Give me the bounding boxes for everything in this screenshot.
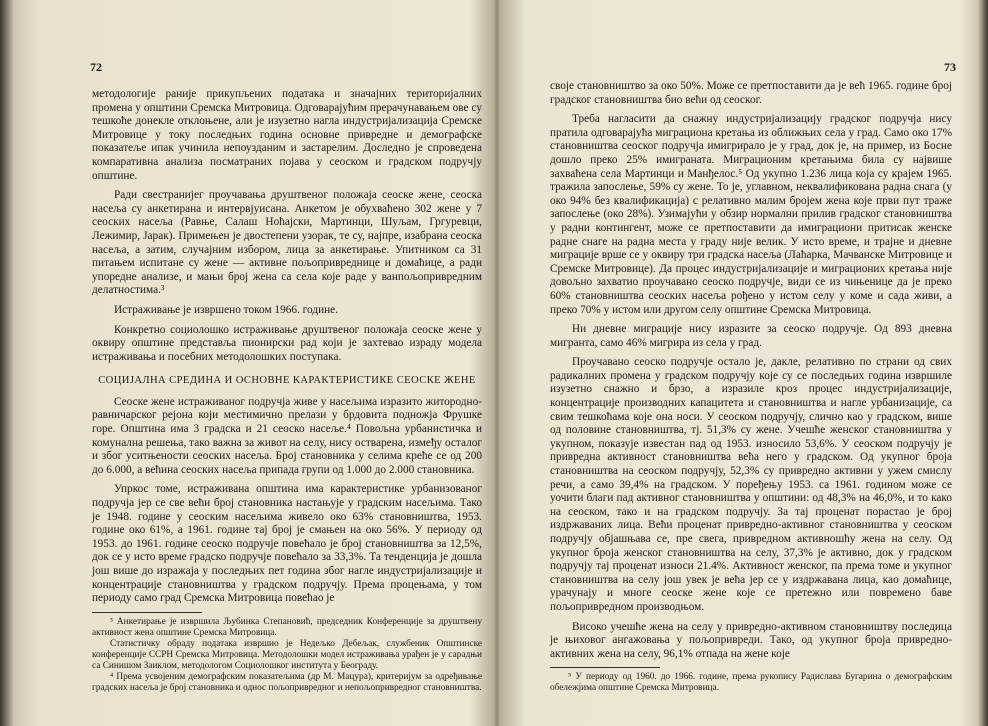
paragraph: Треба нагласити да снажну индустријализацију градског подручја нису пратила одговарајућа миграциона кретања из оближњих села у град. Само око 17% становништва сеоског подручја имигрирало је у град, док је, на пример, из Босне дошло преко 25% имиграната. Миграционим кретањима била су највише захваћена села Мартинци и Манђелос.⁵ Од укупно 1.236 лица која су крајем 1965. тражила запослење, 59% су жене. То је, углавном, неквалификована радна снага (у око 94% без квалификација) с релативно малим бројем жена које први пут траже запослење (око 28%). Узимајући у обзир нормални прилив градског становништва у радни контингент, може се претпоставити да имиграциони притисак женске радне снаге на радна места у граду није велик. У исто време, и трајне и дневне миграције врше се у оквиру три градска насеља (Лаћарка, Мачванске Митровице и Сремске Митровице). Да процес индустријализације и миграционих кретања није довољно захватио проучавано сеоско подручје, види се из чињенице да је преко 60% становништва сеоских насеља рођено у истом селу у коме и сада живи, а преко 70% у истом или другом селу општине Сремска Митровица. xyxy=(550,113,952,316)
footnote: Статистичку обраду података извршио је Недељко Дебељак, службеник Општинске конференције ССРН Сремска Митровица. Методолошки модел истраживања урађен је у сарадњи са Синишом Заиклом, методологом Социолошког института у Београду. xyxy=(92,638,482,671)
page-number: 72 xyxy=(90,60,102,74)
left-page xyxy=(40,0,480,726)
footnote-rule xyxy=(92,612,202,613)
paragraph: Високо учешће жена на селу у привредно-активном становништву последица је њиховог ангажовања у пољопривреди. Тако, од укупног броја привредно-активних жена на селу, 96,1% отпада на жене које xyxy=(550,620,952,660)
paragraph: Ради свестранијег проучавања друштвеног положаја сеоске жене, сеоска насеља су анкетирана и интервјуисана. Анкетом је обухваћено 302 жене у 7 сеоских насеља (Равње, Салаш Ноћајски, Мартинци, Шуљам, Гргуревци, Лежимир, Јарак). Примењен је двостепени узорак, те су, најпре, изабрана сеоска насеља, а затим, случајним избором, лица за анкетирање. Упитником са 31 питањем испитане су жене — активне пољопривреднице и домаћице, а ради упоредне анализе, и мањи број жена са села које раде у ванпољопривредним делатностима.³ xyxy=(92,189,482,297)
paragraph: методологије раније прикупљених података и значајних територијалних промена у општини Сремска Митровица. Одговарајућим прерачунавањем ове су тешкоће донекле отклоњене, али је изузетно нагла индустријализација Сремске Митровице у току последњих година основне привредне и демографске показатеље ипак учинила непоузданим и застарелим. Доследно је спроведена компаративна анализа посматраних појава у сеоском и градском подручју општине. xyxy=(92,88,482,182)
paragraph: Проучавано сеоско подручје остало је, дакле, релативно по страни од свих радикалних промена у градском подручју које су се последњих година извршиле изузетно снажно и брзо, а изразиле кроз процес индустријализације, концентрације производних капацитета и становништва и нагле урбанизације, са свим тешкоћама које она носи. У сеоском подручју, слично као у градском, више од половине становништва, тј. 51,3% су жене. Учешће женског становништва у укупном, показује известан пад од 1953. износило 53,6%. У сеоском подручју је привредна активност становништва већа него у градском. Од укупног броја становништва на сеоском подручју, 52,3% су привредно активни у ужем смислу речи, а само 39,4% на градском. У поређењу 1953. са 1961. годином може се уочити благи пад активног становништва у општини: од 48,3% на 46,0%, и то како на сеоском, тако и на градском подручју. За тај проценат порастао је број издржаваних лица. Већи проценат привредно-активног становништва у сеоском подручју објашњава се, пре свега, привредном активношћу жена на селу. Од укупног броја женског становништва на селу, 37,3% је активно, док у градском подручју тај проценат износи 21.4%. Активност женског, па према томе и укупног становништва на селу још увек је већа јер се у издржавана лица, као домаћице, урачунају и многе сеоске жене које се претежно или повремено баве пољопривредном производњом. xyxy=(550,356,952,613)
footnote: ⁴ Према усвојеним демографским показатељима (др М. Мацура), критеријум за одређивање градских насеља је број становника и однос пољопривредног и непољопривредног становништва. xyxy=(92,671,482,693)
footnote: ⁵ У периоду од 1960. до 1966. године, према рукопису Радислава Бугарина о демографским обележјима општине Сремска Митровица. xyxy=(550,672,952,694)
left-page-body xyxy=(92,88,482,694)
paragraph: Конкретно социолошко истраживање друштвеног положаја сеоске жене у оквиру општине представља пионирски рад који је захтевао израду модела истраживања и посебних методолошких поступака. xyxy=(92,323,482,363)
right-page-body xyxy=(550,80,952,694)
footnote: ³ Анкетирање је извршила Љубинка Степановић, председник Конференције за друштвену активност жена општине Сремска Митровица. xyxy=(92,616,482,638)
paragraph: Упркос томе, истраживана општина има карактеристике урбанизованог подручја јер се све већи број становника настањује у градским насељима. Тако је 1948. године у сеоским насељима живело око 63% становништва, 1953. године око 61%, а 1961. године тај број је смањен на око 56%. У периоду од 1953. до 1961. године сеоско подручје повећало је број становништва за 12,5%, док се у исто време градско подручје повећало за 33,3%. Та тенденција је дошла још више до изражаја у последњих пет година због нагле индустријализације и концентрације становништва у градском подручју. Према процењама, у том периоду само град Сремска Митровица повећао је xyxy=(92,483,482,605)
section-heading: СОЦИЈАЛНА СРЕДИНА И ОСНОВНЕ КАРАКТЕРИСТИКЕ СЕОСКЕ ЖЕНЕ xyxy=(98,375,476,387)
paragraph: Истраживање је извршено током 1966. године. xyxy=(114,303,339,316)
paragraph: Ни дневне миграције нису изразите за сеоско подручје. Од 893 дневна мигранта, само 46% мигрира из села у град. xyxy=(550,323,952,349)
footnote-rule xyxy=(550,667,660,668)
right-page xyxy=(534,0,956,726)
paragraph: своје становништво за око 50%. Може се претпоставити да је већ 1965. године број градског становништва био већи од сеоског. xyxy=(550,80,952,106)
page-number: 73 xyxy=(944,60,956,74)
paragraph: Сеоске жене истраживаног подручја живе у насељима изразито житородно-равничарског рејона који местимично прелази у брдовита подножја Фрушке горе. Општина има 3 градска и 21 сеоско насеље.⁴ Повољна урбанистичка и комунална решења, тако важна за живот на селу, нису остварена, између осталог и због уситњености сеоских насеља. Број становника у селима креће се од 200 до 6.000, а већина сеоских насеља припада групи од 1.000 до 2.000 становника. xyxy=(92,395,482,476)
